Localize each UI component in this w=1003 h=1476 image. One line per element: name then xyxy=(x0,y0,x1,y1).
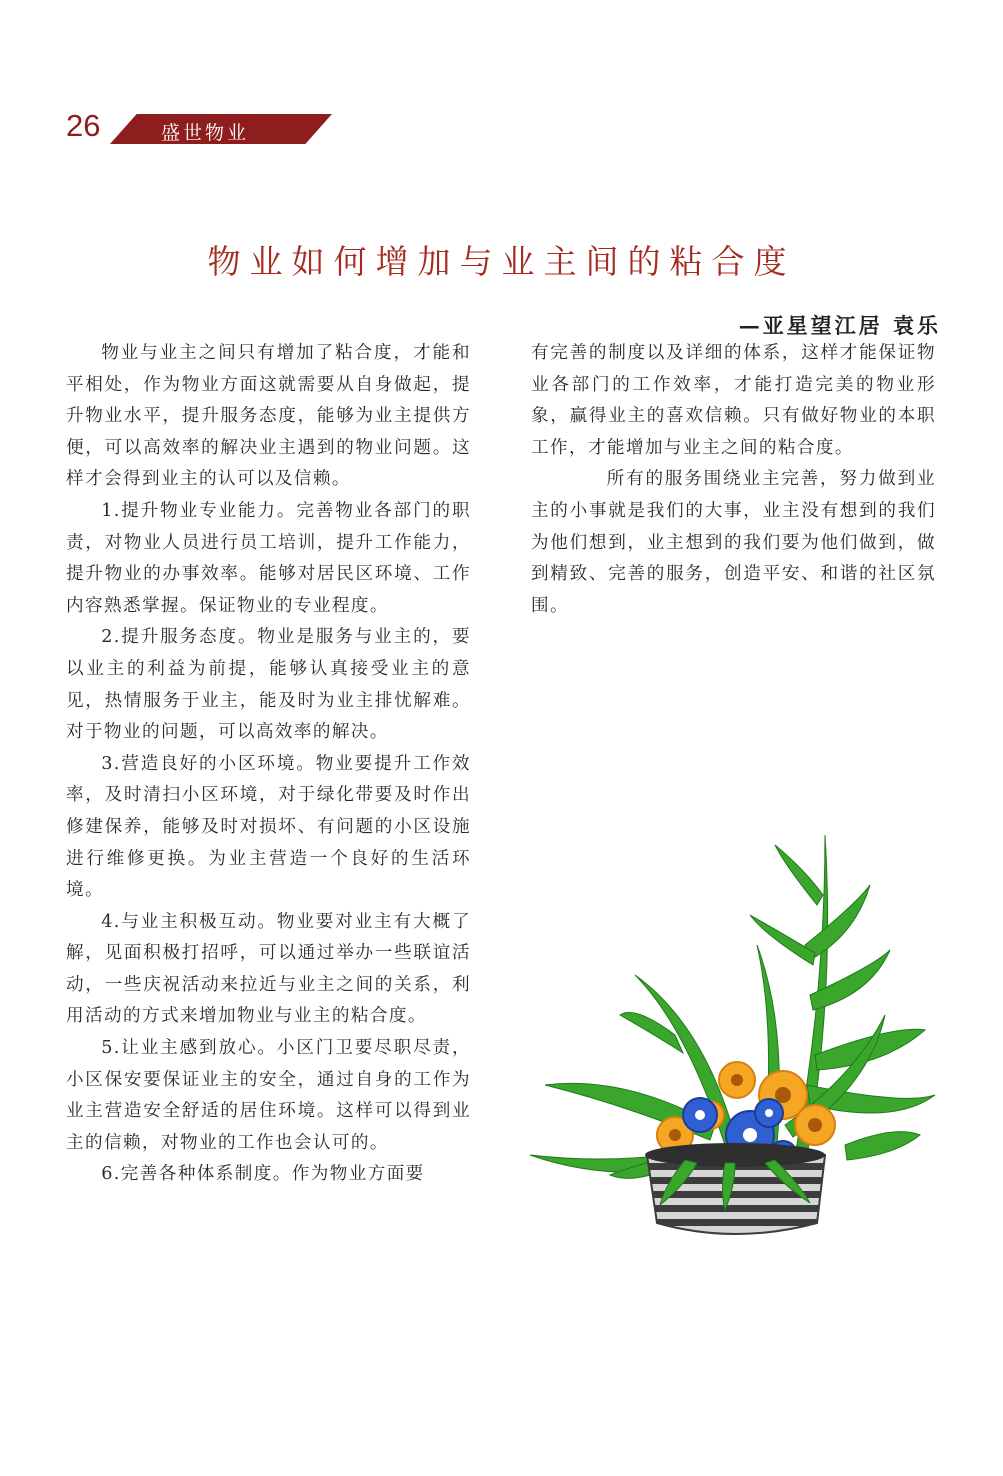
section-label: 盛世物业 xyxy=(161,122,250,144)
page-number: 26 xyxy=(66,108,101,143)
paragraph: 6.完善各种体系制度。作为物业方面要 xyxy=(101,1164,425,1185)
paragraph: 所有的服务围绕业主完善，努力做到业主的小事就是我们的大事，业主没有想到的我们为他们想到，业主想到的我们要为他们做到，做到精致、完善的服务，创造平安、和谐的社区氛围。 xyxy=(531,469,936,616)
left-column xyxy=(66,338,471,1191)
paragraph: 1.提升物业专业能力。完善物业各部门的职责，对物业人员进行员工培训，提升工作能力，提升物业的办事效率。能够对居民区环境、工作内容熟悉掌握。保证物业的专业程度。 xyxy=(66,500,471,616)
paragraph: 2.提升服务态度。物业是服务与业主的，要以业主的利益为前提，能够认真接受业主的意见，热情服务于业主，能及时为业主排忧解难。对于物业的问题，可以高效率的解决。 xyxy=(66,627,471,743)
paragraph: 3.营造良好的小区环境。物业要提升工作效率，及时清扫小区环境，对于绿化带要及时作出修建保养，能够及时对损坏、有问题的小区设施进行维修更换。为业主营造一个良好的生活环境。 xyxy=(66,753,471,901)
article-title: 物业如何增加与业主间的粘合度 xyxy=(207,242,796,281)
paragraph: 物业与业主之间只有增加了粘合度，才能和平相处，作为物业方面这就需要从自身做起，提升物业水平，提升服务态度，能够为业主提供方便，可以高效率的解决业主遇到的物业问题。这样才会得到业主的认可以及信赖。 xyxy=(66,343,471,490)
article-byline: —亚星望江居 袁乐 xyxy=(738,313,941,338)
page-header xyxy=(66,110,276,144)
paragraph: 4.与业主积极互动。物业要对业主有大概了解，见面积极打招呼，可以通过举办一些联谊活动，一些庆祝活动来拉近与业主之间的关系，利用活动的方式来增加物业与业主的粘合度。 xyxy=(66,911,471,1027)
right-column xyxy=(531,338,936,622)
paragraph: 有完善的制度以及详细的体系，这样才能保证物业各部门的工作效率，才能打造完美的物业形象，赢得业主的喜欢信赖。只有做好物业的本职工作，才能增加与业主之间的粘合度。 xyxy=(531,343,936,458)
potted-flower-plant-icon xyxy=(525,825,945,1245)
paragraph: 5.让业主感到放心。小区门卫要尽职尽责，小区保安要保证业主的安全，通过自身的工作为业主营造安全舒适的居住环境。这样可以得到业主的信赖，对物业的工作也会认可的。 xyxy=(66,1038,471,1153)
